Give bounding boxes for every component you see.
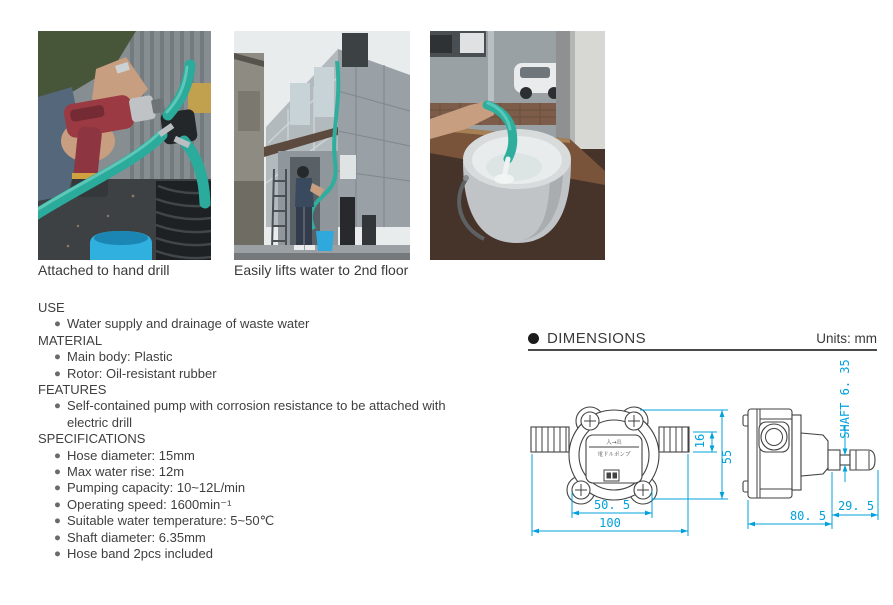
dim-shaft-label: SHAFT 6. 35: [838, 359, 852, 439]
section-heading-material: MATERIAL: [38, 332, 103, 348]
list-item-text: Self-contained pump with corrosion resistance to be attached with electric drill: [67, 398, 446, 430]
list-item: [38, 513, 476, 529]
flow-direction-label: 入→出: [606, 440, 622, 446]
bullet-icon: ●: [54, 449, 61, 462]
list-item: [38, 464, 476, 480]
photo-building: [234, 31, 410, 260]
dim-overall-width: 100: [599, 516, 621, 530]
photo-caption-building: Easily lifts water to 2nd floor: [234, 262, 409, 278]
bullet-icon: ●: [54, 515, 61, 528]
photo-hand-drill: [38, 31, 211, 260]
section-heading-features: FEATURES: [38, 382, 107, 398]
list-item-text: Max water rise: 12m: [67, 464, 185, 480]
units-label: Units: mm: [816, 330, 877, 346]
list-item: [38, 448, 476, 464]
list-item: [38, 480, 476, 496]
list-item-text: Water supply and drainage of waste water: [67, 316, 310, 332]
photo-bucket-image: [430, 31, 605, 260]
dimension-drawing: [520, 358, 893, 605]
bullet-icon: ●: [54, 400, 61, 413]
dim-body-height: 55: [720, 449, 734, 465]
list-item: [38, 316, 476, 332]
bullet-icon: ●: [54, 548, 61, 561]
bullet-icon: ●: [54, 482, 61, 495]
blue-bucket: [316, 231, 334, 251]
list-item-text: Suitable water temperature: 5~50℃: [67, 513, 275, 529]
section-heading-use: USE: [38, 300, 65, 315]
dim-screw-span: 50. 5: [593, 498, 631, 512]
section-heading-specifications: SPECIFICATIONS: [38, 431, 146, 447]
bullet-icon: ●: [54, 498, 61, 511]
dim-body-depth: 80. 5: [789, 509, 827, 523]
bullet-circle-icon: [528, 333, 539, 344]
product-name-label: 電ドルポンプ: [597, 452, 631, 458]
list-item: [38, 398, 476, 431]
list-item-text: Hose diameter: 15mm: [67, 447, 195, 463]
dimensions-title: DIMENSIONS: [547, 329, 647, 347]
list-item: [38, 497, 476, 513]
list-item: [38, 530, 476, 546]
list-item-text: Hose band 2pcs included: [67, 546, 213, 562]
bullet-icon: ●: [54, 367, 61, 380]
photo-hand-drill-image: [38, 31, 211, 260]
list-item: [38, 366, 476, 382]
list-item-text: Shaft diameter: 6.35mm: [67, 529, 206, 545]
list-item: [38, 349, 476, 365]
bullet-icon: ●: [54, 531, 61, 544]
photo-building-image: [234, 31, 410, 260]
list-item-text: Operating speed: 1600min⁻¹: [67, 496, 232, 512]
pump-side-view: [743, 409, 875, 498]
dimensions-header: [528, 327, 877, 351]
list-item-text: Rotor: Oil-resistant rubber: [67, 365, 217, 381]
list-item-text: Main body: Plastic: [67, 349, 173, 365]
dim-port-height: 16: [693, 433, 707, 449]
photo-bucket: [430, 31, 605, 260]
list-item: [38, 546, 476, 562]
bullet-icon: ●: [54, 351, 61, 364]
list-item-text: Pumping capacity: 10~12L/min: [67, 480, 246, 496]
dim-shaft-length: 29. 5: [837, 499, 875, 513]
bullet-icon: ●: [54, 466, 61, 479]
photo-caption-drill: Attached to hand drill: [38, 262, 170, 278]
left-building: [234, 53, 264, 249]
blue-bucket: [90, 231, 152, 260]
pump-front-view: [531, 407, 689, 504]
product-info: [38, 300, 476, 563]
bullet-icon: ●: [54, 318, 61, 331]
